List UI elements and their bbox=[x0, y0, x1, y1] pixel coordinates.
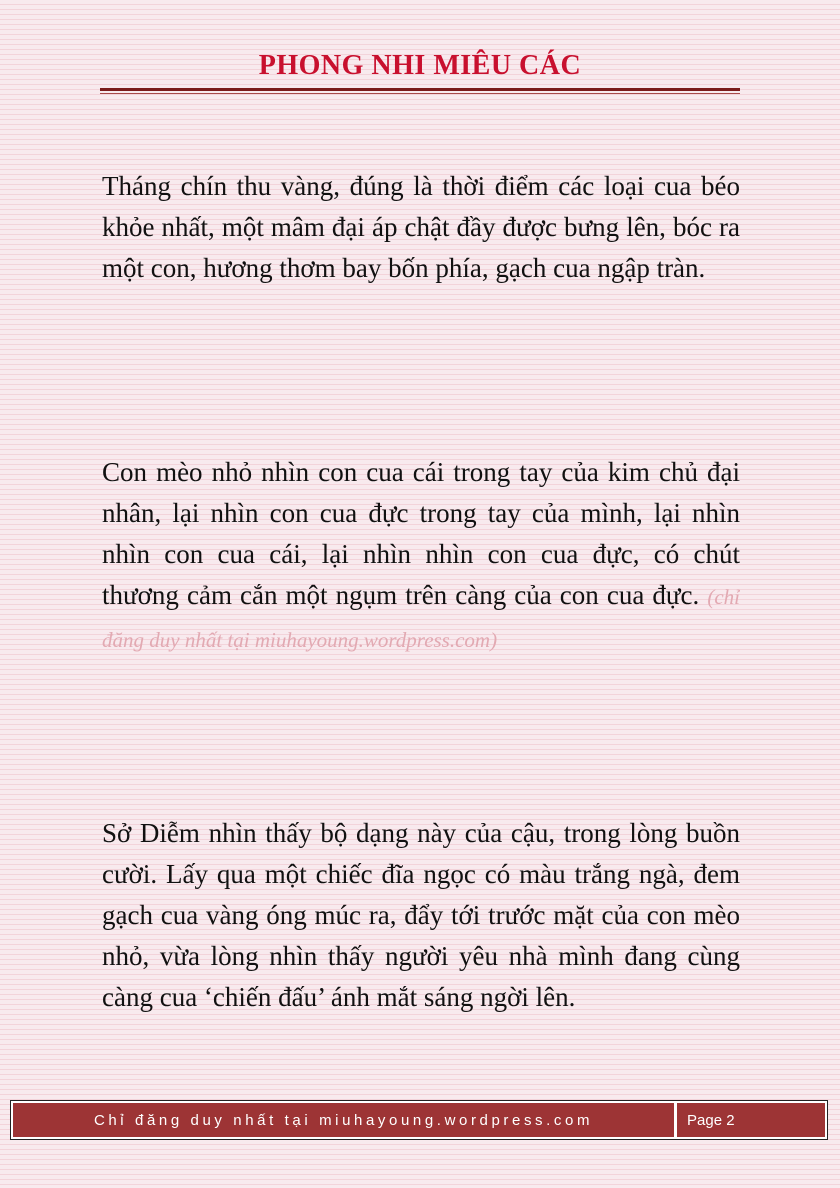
paragraph-1 bbox=[102, 166, 740, 289]
footer-notice bbox=[13, 1103, 674, 1137]
watermark-text: (chỉ đăng duy nhất tại miuhayoung.wordpress.com) bbox=[102, 585, 741, 652]
header-divider-thin bbox=[100, 93, 740, 94]
paragraph-2 bbox=[102, 452, 740, 661]
header-divider bbox=[100, 88, 740, 91]
paragraph-3 bbox=[102, 813, 740, 1018]
paragraph-1-text: Tháng chín thu vàng, đúng là thời điểm các loại cua béo khỏe nhất, một mâm đại áp chật đầy được bưng lên, bóc ra một con, hương thơm bay bốn phía, gạch cua ngập tràn. bbox=[102, 171, 740, 283]
page-number-text: Page 2 bbox=[687, 1111, 735, 1129]
page-number bbox=[677, 1103, 825, 1137]
page-title: PHONG NHI MIÊU CÁC bbox=[258, 50, 582, 81]
footer-notice-text: Chỉ đăng duy nhất tại miuhayoung.wordpress.com bbox=[93, 1111, 594, 1129]
paragraph-2-text: Con mèo nhỏ nhìn con cua cái trong tay của kim chủ đại nhân, lại nhìn con cua đực trong tay của mình, lại nhìn nhìn con cua cái, lại nhìn nhìn con cua đực, có chút thương cảm cắn một ngụm trên càng của con cua đực. bbox=[102, 457, 740, 610]
paragraph-3-text: Sở Diễm nhìn thấy bộ dạng này của cậu, trong lòng buồn cười. Lấy qua một chiếc đĩa ngọc có màu trắng ngà, đem gạch cua vàng óng múc ra, đẩy tới trước mặt của con mèo nhỏ, vừa lòng nhìn thấy người yêu nhà mình đang cùng càng cua ‘chiến đấu’ ánh mắt sáng ngời lên. bbox=[102, 818, 740, 1012]
